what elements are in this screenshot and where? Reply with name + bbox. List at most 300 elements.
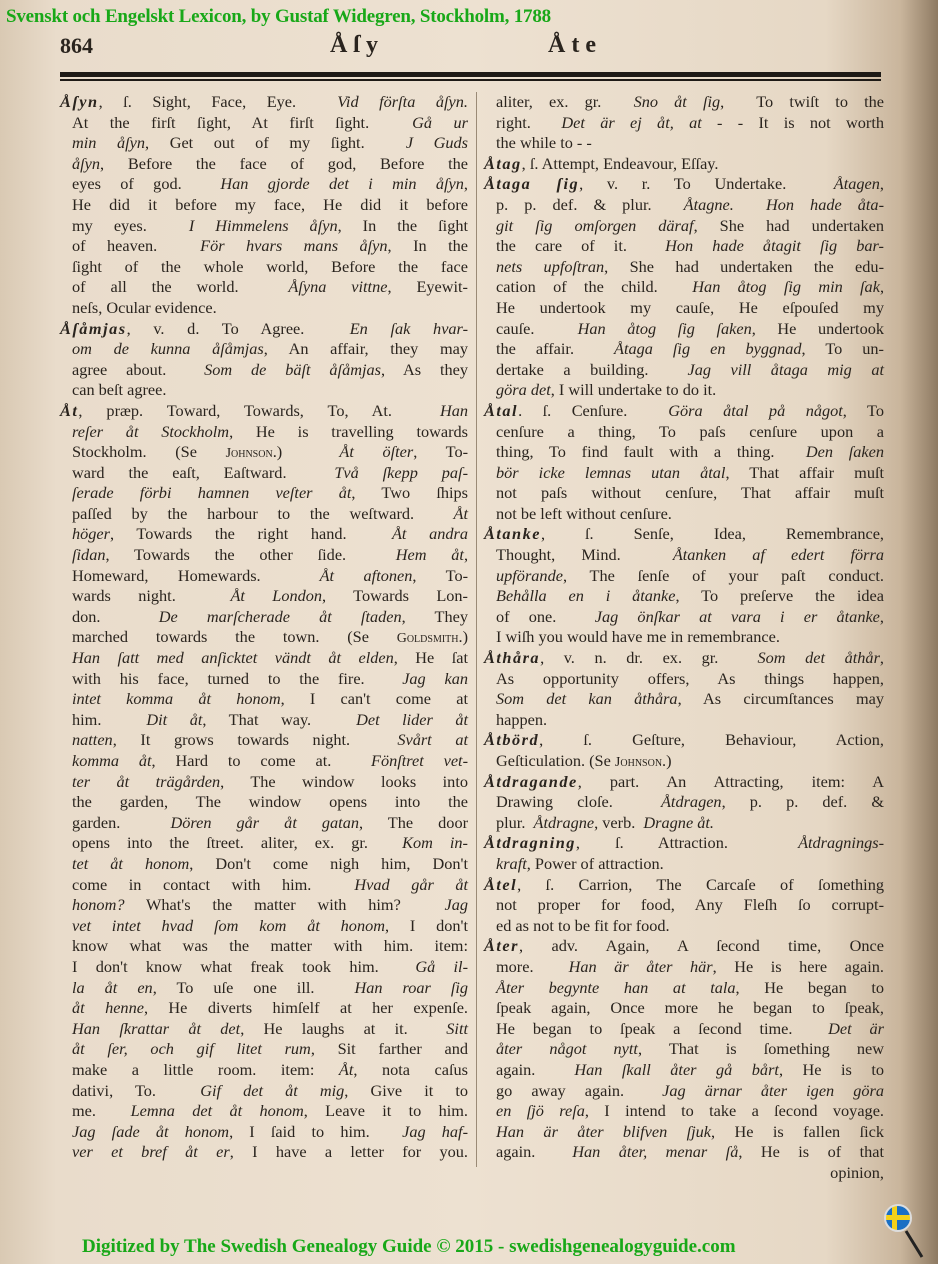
definition-text: , xyxy=(879,277,885,297)
definition-text: go away again. xyxy=(496,1080,663,1100)
definition-text: the care of it. xyxy=(496,236,666,256)
swedish-example: Gå il- xyxy=(415,956,468,976)
entry-text-line xyxy=(484,978,884,999)
swedish-example: En ſak hvar- xyxy=(349,318,468,338)
entry-text-line xyxy=(60,277,468,298)
definition-text: It is not worth xyxy=(743,112,884,132)
swedish-example: Vid förſta åſyn. xyxy=(337,92,468,111)
entry-text-line xyxy=(484,751,884,772)
headword: Åthåra xyxy=(484,648,541,668)
entry-text-line xyxy=(60,751,468,772)
swedish-example: nets upfoſtran xyxy=(496,256,605,276)
definition-text: , Towards Lon- xyxy=(322,586,468,606)
entry-text-line xyxy=(484,957,884,978)
definition-text: Thought, Mind. xyxy=(496,545,673,565)
definition-text: , That affair muſt xyxy=(725,462,885,482)
definition-text: He began to ſpeak a ſecond time. xyxy=(496,1018,829,1038)
entry-headword-line xyxy=(484,154,884,175)
entry-text-line xyxy=(60,133,468,154)
definition-text: the garden, The window opens into the xyxy=(72,792,468,812)
entry-text-line xyxy=(60,627,468,648)
swedish-example: Jag ärnar åter igen göra xyxy=(662,1080,884,1100)
definition-text: He did it before my face, He did it before xyxy=(72,194,468,214)
definition-text: , To uſe one ill. xyxy=(152,977,355,997)
entry-text-line xyxy=(484,1122,884,1143)
definition-text: know what was the matter with him. item: xyxy=(72,936,468,956)
swedish-flag-magnifier-icon xyxy=(884,1201,924,1261)
definition-text: , v. r. To Undertake. xyxy=(579,174,834,194)
entry-text-line xyxy=(60,1122,468,1143)
entry-text-line xyxy=(60,524,468,545)
definition-text: paſſed by the harbour to the weſtward. xyxy=(72,503,454,523)
definition-text: right. xyxy=(496,112,562,132)
definition-text: .) xyxy=(662,751,672,770)
definition-text: , That is ſomething new xyxy=(637,1039,884,1059)
swedish-example: Han är åter här xyxy=(568,956,713,976)
definition-text: thing, To find fault with a thing. xyxy=(496,442,806,462)
swedish-example: åſyn xyxy=(72,153,101,173)
swedish-example: Två ſkepp paſ- xyxy=(334,462,469,482)
entry-text-line xyxy=(60,1060,468,1081)
definition-text: not paſs without cenſure, That affair muſt xyxy=(496,483,884,503)
swedish-example: De marſcherade åt ſtaden xyxy=(158,606,402,626)
right-column xyxy=(484,92,884,1183)
headword: Åtdragande xyxy=(484,771,578,791)
swedish-example: Lemna det åt honom xyxy=(130,1101,304,1121)
entry-text-line xyxy=(60,442,468,463)
entry-text-line xyxy=(60,730,468,751)
swedish-example: Han xyxy=(439,400,468,420)
definition-text: , Before the face of god, Before the xyxy=(100,153,468,173)
entry-text-line xyxy=(484,1163,884,1184)
entry-headword-line xyxy=(484,833,884,854)
definition-text: , v. n. dr. ex. gr. xyxy=(540,648,758,668)
swedish-example: Som det åthår xyxy=(757,648,880,668)
definition-text: , He is fallen ſick xyxy=(711,1121,884,1141)
entry-text-line xyxy=(60,380,468,401)
definition-text: , Sit farther and xyxy=(310,1039,468,1059)
swedish-example: Hem åt xyxy=(395,545,464,565)
swedish-example: Det är ej åt, at - - xyxy=(561,112,744,132)
definition-text: again. xyxy=(496,1059,575,1079)
definition-text: marched towards the town. (Se xyxy=(72,627,397,647)
definition-text: , It grows towards night. xyxy=(112,730,398,750)
definition-text: of one. xyxy=(496,606,595,626)
swedish-example: komma åt xyxy=(72,751,152,770)
swedish-example: Han gjorde det i min åſyn xyxy=(220,174,464,194)
definition-text: the while to - - xyxy=(496,133,592,153)
entry-text-line xyxy=(60,216,468,237)
entry-headword-line xyxy=(484,174,884,195)
entry-text-line xyxy=(484,298,884,319)
swedish-example: Åt aftonen xyxy=(319,565,413,585)
swedish-example: tet åt honom xyxy=(72,853,190,873)
definition-text: , Power of attraction. xyxy=(526,853,664,873)
definition-text: , ſ. Geſture, Behaviour, Action, xyxy=(539,730,884,750)
definition-text: , I have a letter for you. xyxy=(229,1142,469,1162)
entry-text-line xyxy=(484,1060,884,1081)
swedish-example: Han är åter blifven ſjuk xyxy=(496,1121,712,1141)
definition-text: , They xyxy=(401,606,468,626)
definition-text: my eyes. xyxy=(72,215,189,235)
swedish-example: honom? xyxy=(72,895,125,915)
definition-text: opinion, xyxy=(830,1162,884,1182)
footer-credit: Digitized by The Swedish Genealogy Guide © 2015 - swedishgenealogyguide.com xyxy=(82,1236,736,1257)
entry-text-line xyxy=(60,895,468,916)
swedish-example: åt ſer, och gif litet rum xyxy=(72,1039,311,1059)
swedish-example: Han åtog ſig min ſak xyxy=(692,277,880,297)
headword: Åſåmjas xyxy=(60,318,127,338)
definition-text: , He is here again. xyxy=(712,956,885,976)
swedish-example: åt henne xyxy=(72,998,144,1018)
swedish-example: en ſjö reſa xyxy=(496,1101,585,1121)
entry-text-line xyxy=(60,689,468,710)
swedish-example: kraft xyxy=(496,853,527,873)
entry-text-line xyxy=(60,833,468,854)
entry-text-line xyxy=(484,1019,884,1040)
definition-text: At the firſt ſight, At firſt ſight. xyxy=(72,112,413,132)
definition-text: , As they xyxy=(380,359,468,379)
definition-text: , xyxy=(463,174,468,194)
swedish-example: Han ſkrattar åt det xyxy=(72,1018,241,1038)
definition-text: can beſt agree. xyxy=(72,380,167,400)
swedish-example: Behålla en i åtanke xyxy=(496,586,676,606)
headword: Åtag xyxy=(484,153,522,173)
definition-text: , Towards the other ſide. xyxy=(105,545,396,565)
definition-text: not proper for food, Any Fleſh ſo corrupt- xyxy=(496,895,884,915)
definition-text: , I ſaid to him. xyxy=(229,1121,403,1141)
definition-text: , xyxy=(879,648,884,668)
definition-text: agree about. xyxy=(72,359,205,379)
definition-text: , xyxy=(879,174,884,194)
swedish-example: J Guds xyxy=(405,133,468,153)
definition-text: , Don't come nigh him, Don't xyxy=(189,853,468,873)
swedish-example: la åt en xyxy=(72,977,153,997)
entry-text-line xyxy=(60,339,468,360)
entry-text-line xyxy=(60,1039,468,1060)
definition-text: again. xyxy=(496,1142,573,1162)
entry-headword-line xyxy=(60,319,468,340)
definition-text: cenſure a thing, To paſs cenſure upon a xyxy=(496,421,884,441)
swedish-example: Åtdragen xyxy=(660,792,722,812)
definition-text: , That way. xyxy=(202,709,357,729)
column-divider xyxy=(476,92,477,1167)
swedish-example: Gif det åt mig xyxy=(200,1080,345,1100)
swedish-example: ſerade förbi hamnen veſter åt xyxy=(72,483,352,503)
definition-text: What's the matter with him? xyxy=(124,895,445,915)
definition-text: ſight of the whole world, Before the face xyxy=(72,256,468,276)
definition-text: , Hard to come at. xyxy=(151,751,371,770)
definition-text: , ſ. Carrion, The Carcaſe of ſomething xyxy=(517,874,884,894)
entry-text-line xyxy=(60,607,468,628)
definition-text: happen. xyxy=(496,709,548,729)
banner-title: Svenskt och Engelskt Lexicon, by Gustaf Widegren, Stockholm, 1788 xyxy=(6,6,551,27)
entry-text-line xyxy=(484,504,884,525)
definition-text: don. xyxy=(72,606,159,626)
entry-text-line xyxy=(60,648,468,669)
guide-word-right: Åte xyxy=(548,32,602,58)
definition-text: , He began to xyxy=(735,977,884,997)
swedish-example: git ſig omſorgen däraf xyxy=(496,215,694,235)
swedish-example: min åſyn xyxy=(72,133,146,153)
entry-headword-line xyxy=(484,730,884,751)
entry-headword-line xyxy=(484,524,884,545)
definition-text: , To xyxy=(842,400,884,420)
definition-text: He undertook my cauſe, He eſpouſed my xyxy=(496,297,884,317)
swedish-example: I Himmelens åſyn xyxy=(188,215,338,235)
definition-text: the affair. xyxy=(496,339,615,359)
swedish-example: natten xyxy=(72,730,113,750)
swedish-example: ſidan xyxy=(72,545,106,565)
entry-text-line xyxy=(484,195,884,216)
swedish-example: Han roar ſig xyxy=(354,977,469,997)
entry-text-line xyxy=(60,586,468,607)
definition-text: ed as not to be fit for food. xyxy=(496,915,670,935)
entry-text-line xyxy=(484,566,884,587)
definition-text: dertake a building. xyxy=(496,359,688,379)
swedish-example: vet intet hvad ſom kom åt honom xyxy=(72,915,385,935)
definition-text: , Two ſhips xyxy=(351,483,468,503)
entry-text-line xyxy=(60,978,468,999)
definition-text: , I don't xyxy=(385,915,469,935)
definition-text: .) xyxy=(272,442,340,462)
entry-headword-line xyxy=(484,875,884,896)
definition-text: , To- xyxy=(412,565,469,585)
entry-text-line xyxy=(60,236,468,257)
entry-text-line xyxy=(60,566,468,587)
swedish-example: Åt andra xyxy=(391,524,468,544)
definition-text: , In the ſight xyxy=(337,215,469,235)
definition-text: Stockholm. (Se xyxy=(72,442,226,462)
definition-text: opens into the ſtreet. aliter, ex. gr. xyxy=(72,833,403,853)
entry-text-line xyxy=(60,998,468,1019)
definition-text: come in contact with him. xyxy=(72,874,355,894)
swedish-example: reſer åt Stockholm xyxy=(72,421,230,441)
entry-text-line xyxy=(60,504,468,525)
swedish-example: Det lider åt xyxy=(356,709,469,729)
entry-text-line xyxy=(484,916,884,937)
definition-text: , The window looks into xyxy=(220,771,468,791)
swedish-example: Åtdragnings- xyxy=(798,833,884,853)
entry-text-line xyxy=(60,669,468,690)
definition-text: , adv. Again, A ſecond time, Once xyxy=(518,936,884,956)
definition-text: , xyxy=(463,545,469,565)
entry-text-line xyxy=(484,257,884,278)
entry-text-line xyxy=(60,1142,468,1163)
entry-headword-line xyxy=(484,936,884,957)
headword: Åtaga ſig xyxy=(484,174,580,194)
swedish-example: Han åter, menar ſå xyxy=(572,1142,739,1162)
definition-text: , To preſerve the idea xyxy=(675,586,885,606)
swedish-example: Jag vill åtaga mig at xyxy=(687,359,884,379)
entry-text-line xyxy=(484,442,884,463)
swedish-example: Åt xyxy=(338,1059,354,1079)
definition-text: , part. An Attracting, item: A xyxy=(577,771,884,791)
definition-text: , Give it to xyxy=(344,1080,469,1100)
entry-text-line xyxy=(60,174,468,195)
definition-text: of heaven. xyxy=(72,236,201,256)
swedish-example: Han ſkall åter gå bårt xyxy=(574,1059,779,1079)
entry-text-line xyxy=(484,236,884,257)
definition-text: plur. xyxy=(496,812,534,832)
entry-text-line xyxy=(60,1101,468,1122)
swedish-example: Hon hade åtagit ſig bar- xyxy=(665,236,884,256)
definition-text: , Towards the right hand. xyxy=(109,524,392,544)
definition-text: , He undertook xyxy=(751,318,884,338)
definition-text: with his face, turned to the fire. xyxy=(72,668,403,688)
entry-text-line xyxy=(484,1142,884,1163)
entry-text-line xyxy=(60,360,468,381)
swedish-example: Sno åt ſig xyxy=(633,92,721,111)
definition-text: dativi, To. xyxy=(72,1080,201,1100)
definition-text: , As circumſtances may xyxy=(677,689,884,709)
definition-text: , I can't come at xyxy=(280,689,468,709)
definition-text: , He diverts himſelf at her expenſe. xyxy=(143,998,469,1018)
swedish-example: Åſyna vittne xyxy=(288,277,388,297)
swedish-example: Dit åt xyxy=(146,709,203,729)
header-rule-thin xyxy=(60,79,881,81)
definition-text: Homeward, Homewards. xyxy=(72,565,320,585)
swedish-example: Dören går åt gatan xyxy=(170,812,359,832)
entry-text-line xyxy=(60,875,468,896)
definition-text: aliter, ex. gr. xyxy=(496,92,634,111)
definition-text: ward the eaſt, Eaſtward. xyxy=(72,462,335,482)
definition-text: , ſ. Attempt, Endeavour, Eſſay. xyxy=(521,153,719,173)
definition-text: , The door xyxy=(358,812,469,832)
entry-headword-line xyxy=(484,401,884,422)
entry-text-line xyxy=(484,133,884,154)
headword: Åtal xyxy=(484,400,519,420)
header-rule xyxy=(60,72,881,77)
swedish-example: Åt xyxy=(453,503,468,523)
definition-text: Geſticulation. (Se xyxy=(496,751,615,770)
definition-text: cauſe. xyxy=(496,318,578,338)
entry-text-line xyxy=(484,627,884,648)
swedish-example: Åtdragne xyxy=(533,812,595,832)
definition-text: , He is to xyxy=(778,1059,885,1079)
swedish-example: göra det xyxy=(496,380,551,400)
entry-text-line xyxy=(484,710,884,731)
swedish-example: Jag haf- xyxy=(402,1121,469,1141)
definition-text: , To twiſt to the xyxy=(720,92,885,111)
swedish-example: Jag ſade åt honom xyxy=(72,1121,230,1141)
definition-text: , She had undertaken xyxy=(693,215,884,235)
swedish-example: Han åtog ſig ſaken xyxy=(577,318,752,338)
page-number: 864 xyxy=(60,33,93,58)
definition-text: , To un- xyxy=(801,339,884,359)
entry-text-line xyxy=(60,422,468,443)
definition-text: cation of the child. xyxy=(496,277,693,297)
entry-text-line xyxy=(484,1081,884,1102)
entry-text-line xyxy=(484,813,884,834)
swedish-example: För hvars mans åſyn xyxy=(200,236,388,256)
swedish-example: Åt öſter xyxy=(339,442,414,462)
entry-text-line xyxy=(60,298,468,319)
definition-text: , I will undertake to do it. xyxy=(550,380,717,400)
reference-author: Johnson xyxy=(225,446,273,462)
swedish-example: Åter begynte han at tala xyxy=(496,977,736,997)
swedish-example: Åtagen xyxy=(833,174,880,194)
entry-text-line xyxy=(484,113,884,134)
swedish-example: Göra åtal på något xyxy=(668,400,843,420)
definition-text: of all the world. xyxy=(72,277,289,297)
entry-text-line xyxy=(484,319,884,340)
swedish-example: Den ſaken xyxy=(805,442,885,462)
definition-text: , xyxy=(879,606,884,626)
swedish-example: intet komma åt honom xyxy=(72,689,281,709)
swedish-example: Svårt at xyxy=(397,730,468,750)
definition-text: , præp. Toward, Towards, To, At. xyxy=(78,400,440,420)
definition-text: not be left without cenſure. xyxy=(496,503,672,523)
entry-text-line xyxy=(60,257,468,278)
swedish-example: Hvad går åt xyxy=(354,874,468,894)
entry-text-line xyxy=(60,113,468,134)
definition-text: , ſ. Senſe, Idea, Remembrance, xyxy=(540,524,884,544)
entry-text-line xyxy=(484,216,884,237)
headword: Åtel xyxy=(484,874,518,894)
entry-text-line xyxy=(484,607,884,628)
entry-text-line xyxy=(60,936,468,957)
definition-text: , An affair, they may xyxy=(263,339,469,359)
swedish-example: Det är xyxy=(828,1018,884,1038)
definition-text: I wiſh you would have me in remembrance. xyxy=(496,627,780,647)
swedish-example: Sitt xyxy=(446,1018,468,1038)
entry-text-line xyxy=(484,689,884,710)
definition-text: Drawing cloſe. xyxy=(496,792,661,812)
swedish-example: bör icke lemnas utan åtal xyxy=(496,462,726,482)
entry-text-line xyxy=(60,1081,468,1102)
entry-text-line xyxy=(60,813,468,834)
swedish-example: ver et bref åt er xyxy=(72,1142,230,1162)
definition-text: .) xyxy=(458,627,468,647)
definition-text: , He is travelling towards xyxy=(229,421,469,441)
swedish-example: upförande xyxy=(496,565,563,585)
swedish-example: Jag kan xyxy=(402,668,468,688)
definition-text: , v. d. To Agree. xyxy=(126,318,350,338)
definition-text: me. xyxy=(72,1101,131,1121)
definition-text: , verb. xyxy=(594,812,644,832)
definition-text: neſs, Ocular evidence. xyxy=(72,297,217,317)
entry-text-line xyxy=(60,195,468,216)
definition-text: I don't know what freak took him. xyxy=(72,956,416,976)
definition-text: p. p. def. & plur. xyxy=(496,194,684,214)
entry-text-line xyxy=(484,380,884,401)
entry-text-line xyxy=(484,998,884,1019)
definition-text: , In the xyxy=(387,236,468,256)
definition-text: As opportunity offers, As things happen, xyxy=(496,668,884,688)
definition-text: him. xyxy=(72,709,147,729)
definition-text: ſpeak again, Once more he began to ſpeak, xyxy=(496,998,884,1018)
entry-text-line xyxy=(484,895,884,916)
swedish-example: Jag önſkar at vara i er åtanke xyxy=(594,606,880,626)
reference-author: Goldsmith xyxy=(396,631,459,647)
definition-text: , He is of that xyxy=(738,1142,885,1162)
definition-text: , p. p. def. & xyxy=(721,792,884,812)
swedish-example: Fönſtret vet- xyxy=(371,751,469,770)
swedish-example: Dragne åt. xyxy=(643,812,714,832)
entry-text-line xyxy=(60,916,468,937)
swedish-example: Han ſatt med anſicktet vändt åt elden xyxy=(72,648,394,668)
definition-text: make a little room. item: xyxy=(72,1059,339,1079)
definition-text: , He ſat xyxy=(393,648,469,668)
entry-headword-line xyxy=(484,772,884,793)
swedish-example: Kom in- xyxy=(402,833,468,853)
headword: Åſyn xyxy=(60,92,99,111)
reference-author: Johnson xyxy=(614,755,663,770)
definition-text: , Leave it to him. xyxy=(303,1101,468,1121)
left-column xyxy=(60,92,468,1163)
entry-text-line xyxy=(60,1019,468,1040)
